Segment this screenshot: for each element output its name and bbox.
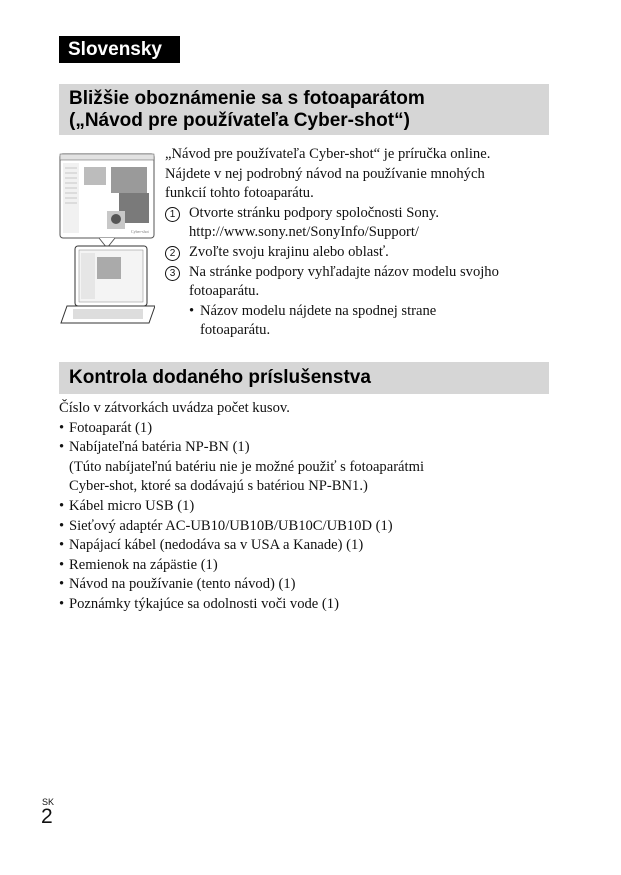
intro-line: Nájdete v nej podrobný návod na používanie mnohých xyxy=(165,165,485,182)
bullet-icon: • xyxy=(59,419,65,436)
list-item: • Nabíjateľná batéria NP-BN (1) xyxy=(59,438,559,458)
step-text: Zvoľte svoju krajinu alebo oblasť. xyxy=(189,243,389,260)
step-1 xyxy=(165,204,555,243)
step-3-sub-bullet xyxy=(165,302,555,341)
step-number-badge: 1 xyxy=(165,207,180,222)
footer-language-code: SK xyxy=(42,797,55,807)
section-header-accessories: Kontrola dodaného príslušenstva xyxy=(59,362,549,394)
step-text: fotoaparátu. xyxy=(189,283,260,300)
page-number: 2 xyxy=(41,805,53,828)
laptop-manual-illustration xyxy=(59,153,155,325)
intro-line: „Návod pre používateľa Cyber-shot“ je príručka online. xyxy=(165,146,491,162)
bullet-icon: • xyxy=(59,576,65,593)
bullet-icon: • xyxy=(59,517,65,534)
step-text: Otvorte stránku podpory spoločnosti Sony. xyxy=(189,204,439,221)
list-item: • Sieťový adaptér AC-UB10/UB10B/UB10C/UB10D (1) xyxy=(59,517,559,537)
step-3 xyxy=(165,263,555,302)
section-title-line-2: („Návod pre používateľa Cyber-shot“) xyxy=(69,110,410,131)
section-header-camera-guide xyxy=(59,84,549,135)
list-item: • Kábel micro USB (1) xyxy=(59,497,559,517)
accessories-intro: Číslo v zátvorkách uvádza počet kusov. xyxy=(59,400,290,416)
step-number-badge: 3 xyxy=(165,266,180,281)
sub-bullet-text: Názov modelu nájdete na spodnej strane xyxy=(200,302,437,319)
list-item: • Remienok na zápästie (1) xyxy=(59,556,559,576)
bullet-icon: • xyxy=(59,497,65,514)
section-title-line-1: Bližšie oboznámenie sa s fotoaparátom xyxy=(69,88,425,109)
accessories-list xyxy=(59,399,559,615)
intro-line: funkcií tohto fotoaparátu. xyxy=(165,185,314,202)
guide-intro-block xyxy=(165,145,555,341)
list-item: • Napájací kábel (nedodáva sa v USA a Kanade) (1) xyxy=(59,536,559,556)
sub-bullet-text: fotoaparátu. xyxy=(200,322,271,339)
battery-note-line: Cyber-shot, ktoré sa dodávajú s batériou NP-BN1.) xyxy=(69,478,368,495)
bullet-icon: • xyxy=(59,439,65,456)
support-url-link[interactable]: http://www.sony.net/SonyInfo/Support/ xyxy=(189,224,419,241)
step-number-badge: 2 xyxy=(165,246,180,261)
illustration-label: Cyber-shot xyxy=(131,229,149,234)
language-tag: Slovensky xyxy=(59,36,180,63)
battery-note-line: (Túto nabíjateľnú batériu nie je možné použiť s fotoaparátmi xyxy=(69,458,424,475)
bullet-icon: • xyxy=(59,556,65,573)
list-item: • Návod na používanie (tento návod) (1) xyxy=(59,575,559,595)
list-item: • Poznámky týkajúce sa odolnosti voči vode (1) xyxy=(59,595,559,615)
step-text: Na stránke podpory vyhľadajte názov modelu svojho xyxy=(189,263,499,280)
bullet-icon: • xyxy=(189,302,195,319)
bullet-icon: • xyxy=(59,537,65,554)
list-item: • Fotoaparát (1) xyxy=(59,419,559,439)
bullet-icon: • xyxy=(59,595,65,612)
step-2 xyxy=(165,243,555,263)
